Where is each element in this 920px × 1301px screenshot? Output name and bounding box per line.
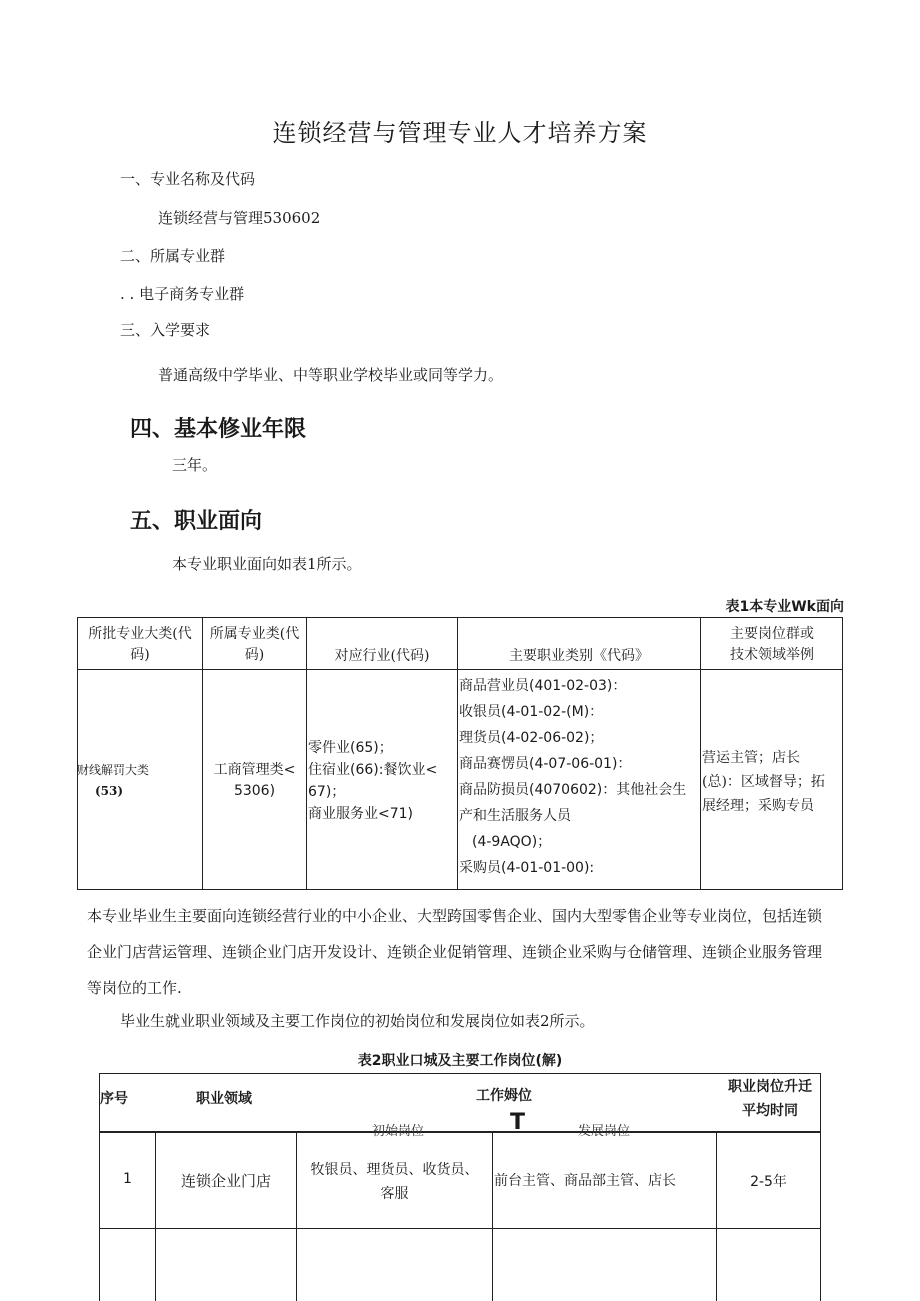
table2-header-divider [99,1131,820,1133]
table1-cell-major-line: 财线解罚大类 [77,763,150,777]
table1-industry-line: 零件业(65)； [308,740,393,756]
table1-cell-major [77,760,201,802]
table1-header-col5-line: 主要岗位群或 [730,626,814,642]
table2-header-dev: 发展岗位 [578,1124,631,1139]
employment-paragraph-line: 等岗位的工作. [87,979,182,997]
section-5-body: 本专业职业面向如表1所示。 [172,555,362,573]
table2-col-divider [716,1131,717,1301]
table1-header-col5 [701,624,843,666]
table1-header-col4: 主要职业类别《代码》 [509,648,649,664]
table1-occupation-line: 采购员(4-01-01-00): [459,860,595,876]
table2-row-initial-line: 客服 [380,1186,409,1202]
section-3-body: 普通高级中学毕业、中等职业学校毕业或同等学力。 [158,366,504,384]
table1-position-line: 展经理；采购专员 [702,798,814,814]
table2-top-border [99,1073,820,1074]
table2-header-positions: 工作姆位 [476,1088,532,1104]
table1-caption: 表1本专业Wk面向 [725,599,844,615]
table1-occupation-line: 商品营业员(401-02-03)： [459,678,627,694]
table2-intro: 毕业生就业职业领域及主要工作岗位的初始岗位和发展岗位如表2所示。 [120,1012,595,1030]
table2-header-promo [722,1076,818,1120]
table1-header-col2-line: 所属专业类(代 [209,626,300,642]
table1-header-col3: 对应行业(代码) [334,648,430,664]
table1-header-col1 [78,624,202,666]
table1-position-line: (总)：区域督导；拓 [702,774,825,790]
employment-paragraph-line: 本专业毕业生主要面向连锁经营行业的中小企业、大型跨国零售企业、国内大型零售企业等专业岗位，包括连锁 [87,907,823,925]
table1-occupation-line: 理货员(4-02-06-02)； [459,730,604,746]
section-3-heading: 三、入学要求 [120,321,211,339]
section-2-heading: 二、所属专业群 [120,247,226,265]
table1-header-col5-line: 技术领域举例 [730,647,814,663]
table2-header-field: 职业领域 [196,1091,252,1107]
table2-col-divider [155,1131,156,1301]
table1-header-col2-line: 码) [244,647,265,663]
employment-paragraph-line: 企业门店营运管理、连锁企业门店开发设计、连锁企业促销管理、连锁企业采购与仓储管理、连锁企业服务管理 [87,943,823,961]
table1-industry-line: 67)； [308,784,346,800]
table2-header-seq: 序号 [100,1091,128,1107]
table2-row-field: 连锁企业门店 [180,1172,271,1190]
section-2-body: . . 电子商务专业群 [120,285,245,303]
table1-header-col1-line: 所批专业大类(代 [88,626,192,642]
table2-col-divider [296,1131,297,1301]
section-1-body: 连锁经营与管理530602 [158,209,321,227]
table1-industry-line: 商业服务业<71) [308,806,414,822]
table2-header-separator: T [510,1110,526,1135]
table2-header-promo-line: 职业岗位升迁 [728,1079,812,1095]
table2-header-initial: 初始岗位 [372,1124,425,1139]
section-1-heading: 一、专业名称及代码 [120,170,256,188]
table2-row-initial-line: 牧银员、理货员、收货员、 [310,1162,479,1178]
table1-occupation-line: (4-9AQO)； [472,834,552,850]
table2-right-border [820,1073,821,1301]
table2-row-dev: 前台主管、商品部主管、店长 [494,1173,676,1189]
table1-cell-category [203,760,306,802]
table1-cell-occupations [459,673,699,881]
table1-cell-industry [308,737,457,825]
table1-industry-line: 住宿业(66):餐饮业< [308,762,438,778]
section-4-heading: 四、基本修业年限 [130,417,307,442]
table1-cell-category-line: 工商管理类< [213,762,296,778]
table1-occupation-line: 收银员(4-01-02-(M)： [459,704,604,720]
page-title: 连锁经营与管理专业人才培养方案 [272,119,648,147]
table1-cell-positions [702,746,842,818]
table1-position-line: 营运主管；店长 [702,750,800,766]
section-4-body: 三年。 [172,456,218,474]
table2-row-initial [297,1158,492,1206]
table2-row-promo: 2-5年 [750,1174,787,1190]
table2-header-promo-line: 平均时同 [742,1103,798,1119]
section-5-heading: 五、职业面向 [130,509,263,534]
table2-caption: 表2职业口城及主要工作岗位(解) [357,1053,563,1069]
table1-header-col2 [203,624,306,666]
table1-header-col1-line: 码) [130,647,150,663]
table1-occupation-line: 产和生活服务人员 [459,808,571,824]
table2-row-divider [99,1228,820,1229]
table1-occupation-line: 商品防损员(4070602)：其他社会生 [459,782,687,798]
table1-cell-category-line: 5306) [233,783,276,799]
table1-occupation-line: 商品赛愣员(4-07-06-01)： [459,756,632,772]
table2-col-divider [492,1131,493,1301]
table1-cell-major-code: (53) [95,784,124,798]
table1-header-divider [77,669,843,670]
table2-row-seq: 1 [123,1171,132,1187]
